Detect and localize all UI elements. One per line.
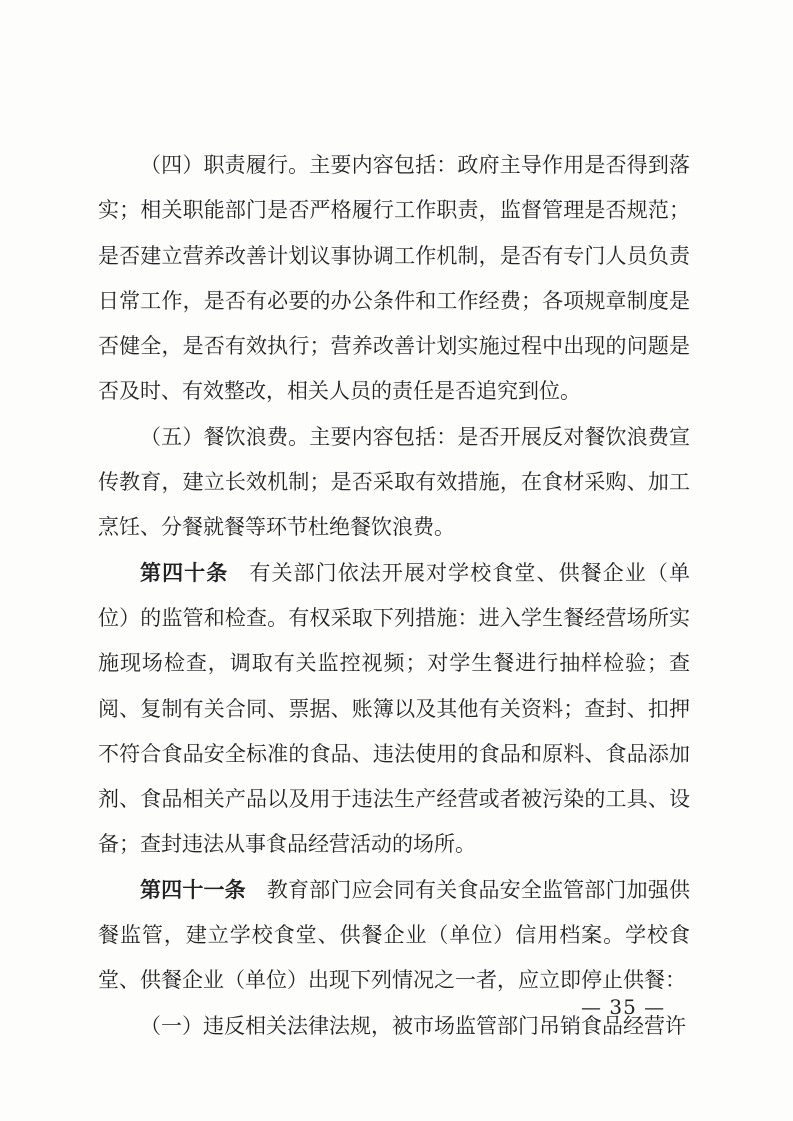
paragraph-text: （五）餐饮浪费。主要内容包括：是否开展反对餐饮浪费宣传教育，建立长效机制；是否采取有效措施，在食材采购、加工烹饪、分餐就餐等环节杜绝餐饮浪费。 bbox=[98, 424, 690, 540]
article-40 bbox=[98, 551, 690, 868]
paragraph-text: （一）违反相关法律法规，被市场监管部门吊销食品经营许 bbox=[140, 1013, 686, 1038]
article-number: 第四十一条 bbox=[140, 877, 246, 902]
document-body bbox=[98, 143, 690, 1049]
article-text: 教育部门应会同有关食品安全监管部门加强供餐监管，建立学校食堂、供餐企业（单位）信用档案。学校食堂、供餐企业（单位）出现下列情况之一者，应立即停止供餐： bbox=[98, 877, 691, 993]
article-number: 第四十条 bbox=[140, 560, 229, 585]
paragraph-text: （四）职责履行。主要内容包括：政府主导作用是否得到落实；相关职能部门是否严格履行工作职责，监督管理是否规范；是否建立营养改善计划议事协调工作机制，是否有专门人员负责日常工作，是否有必要的办公条件和工作经费；各项规章制度是否健全，是否有效执行；营养改善计划实施过程中出现的问题是否及时、有效整改，相关人员的责任是否追究到位。 bbox=[98, 153, 690, 404]
article-text: 有关部门依法开展对学校食堂、供餐企业（单位）的监管和检查。有权采取下列措施：进入学生餐经营场所实施现场检查，调取有关监控视频；对学生餐进行抽样检验；查阅、复制有关合同、票据、账簿以及其他有关资料；查封、扣押不符合食品安全标准的食品、违法使用的食品和原料、食品添加剂、食品相关产品以及用于违法生产经营或者被污染的工具、设备；查封违法从事食品经营活动的场所。 bbox=[98, 560, 691, 857]
paragraph-duty-performance bbox=[98, 143, 690, 415]
article-41 bbox=[98, 868, 690, 1004]
paragraph-food-waste bbox=[98, 415, 690, 551]
page-number: — 35 — bbox=[581, 995, 666, 1019]
